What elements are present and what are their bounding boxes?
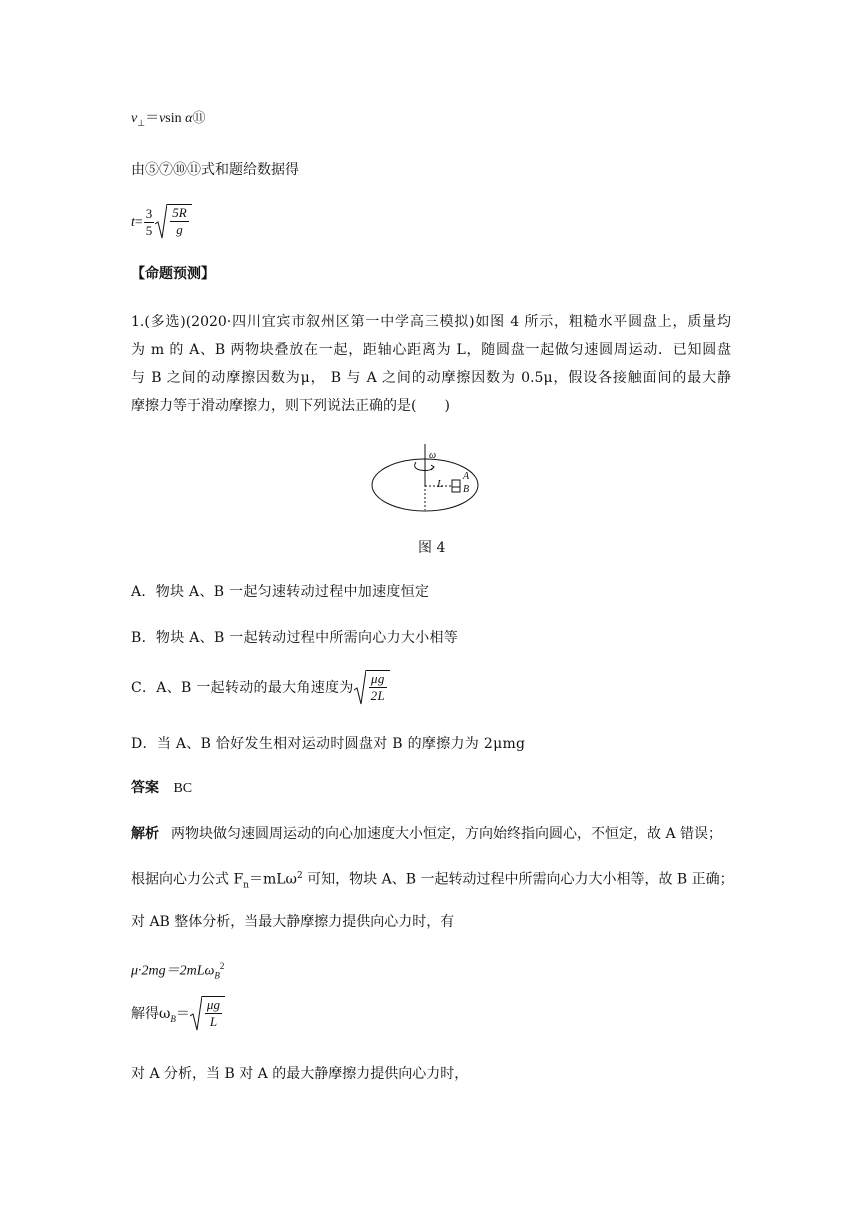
answer-label: 答案 [131,780,159,796]
sub-n: n [243,880,249,891]
eq-mark: ⑪ [192,110,206,125]
formula-t [131,204,192,240]
solve-num: μg [206,997,220,1012]
option-d: D．当 A、B 恰好发生相对运动时圆盘对 B 的摩擦力为 2μmg [131,736,526,752]
sin-fn: sin [165,111,186,126]
section-heading: 【命题预测】 [131,266,215,282]
frac-num: 3 [145,205,153,221]
equation-1 [131,956,224,985]
question-line-2: 为 m 的 A、B 两物块叠放在一起，距轴心距离为 L，随圆盘一起做匀速圆周运动．已知圆盘 [131,342,731,358]
question-line-3: 与 B 之间的动摩擦因数为μ， B 与 A 之间的动摩擦因数为 0.5μ，假设各接触面间的最大静 [131,370,731,386]
fraction-mug-2L [369,671,387,706]
block-B [452,487,460,492]
sup-2: 2 [296,871,303,881]
label-omega: ω [429,450,437,461]
block-A [452,480,460,487]
equals: = [134,215,143,230]
eq1-sup: 2 [219,961,225,971]
solve-den: L [209,1014,218,1029]
solve-text: 解得ω [131,1006,171,1022]
option-a: A．物块 A、B 一起匀速转动过程中加速度恒定 [131,584,430,600]
option-c-text: C．A、B 一起转动的最大角速度为 [131,680,354,696]
answer-value: BC [173,781,193,796]
label-L: L [437,478,444,490]
fraction-mug-L [205,997,222,1032]
question-line-4: 摩擦力等于滑动摩擦力，则下列说法正确的是( ) [131,398,450,414]
sqrt-mug-2L [354,670,390,706]
var-alpha: α [185,111,193,126]
figure-caption: 图 4 [418,540,446,556]
eq1-main: μ·2mg＝2mLω [131,963,215,979]
fraction-5R-g [170,205,188,240]
answer [131,778,192,799]
option-b: B．物块 A、B 一起转动过程中所需向心力大小相等 [131,630,459,646]
analysis-2a: 根据向心力公式 F [131,871,244,888]
fraction-3-5 [144,206,155,239]
solve-sub: B [170,1013,176,1024]
radical-sign-icon [354,670,366,706]
var-v2: v [159,111,166,126]
figure-4 [368,440,494,520]
perp-subscript: ⊥ [137,117,146,128]
c-den: 2L [370,688,386,703]
sqrt-5R-g [155,204,191,240]
analysis-line-3: 对 AB 整体分析，当最大静摩擦力提供向心力时，有 [131,914,455,930]
option-c [131,670,390,706]
solve-eq: ＝ [175,1006,190,1022]
c-num: μg [371,671,385,686]
radical-sign-icon [155,204,167,240]
analysis-2b: ＝mLω [248,871,297,888]
frac-den: 5 [145,222,153,238]
var-t: t [131,215,135,230]
label-B: B [463,484,470,495]
analysis-label: 解析 [131,826,159,842]
var-v: v [131,111,138,126]
sqrt-mug-L [190,996,225,1032]
eq1-sub: B [214,970,220,981]
question-line-1: 1.(多选)(2020·四川宜宾市叙州区第一中学高三模拟)如图 4 所示，粗糙水平圆盘上，质量均 [131,314,731,330]
analysis-line-1 [131,824,722,844]
analysis-line-2 [131,866,734,895]
solve-line [131,996,225,1037]
analysis-text-1: 两物块做匀速圆周运动的向心加速度大小恒定，方向始终指向圆心，不恒定，故 A 错误； [171,826,723,842]
rad-den: g [176,222,183,237]
analysis-2c: 可知，物块 A、B 一起转动过程中所需向心力大小相等，故 B 正确； [302,871,734,888]
formula-v-perp [131,108,206,133]
radical-sign-icon [190,996,202,1032]
equals: ＝ [145,111,160,126]
label-A: A [463,471,470,482]
from-line: 由⑤⑦⑩⑪式和题给数据得 [131,162,299,178]
rad-num: 5R [172,205,187,220]
analysis-last-line: 对 A 分析，当 B 对 A 的最大静摩擦力提供向心力时， [131,1066,469,1082]
